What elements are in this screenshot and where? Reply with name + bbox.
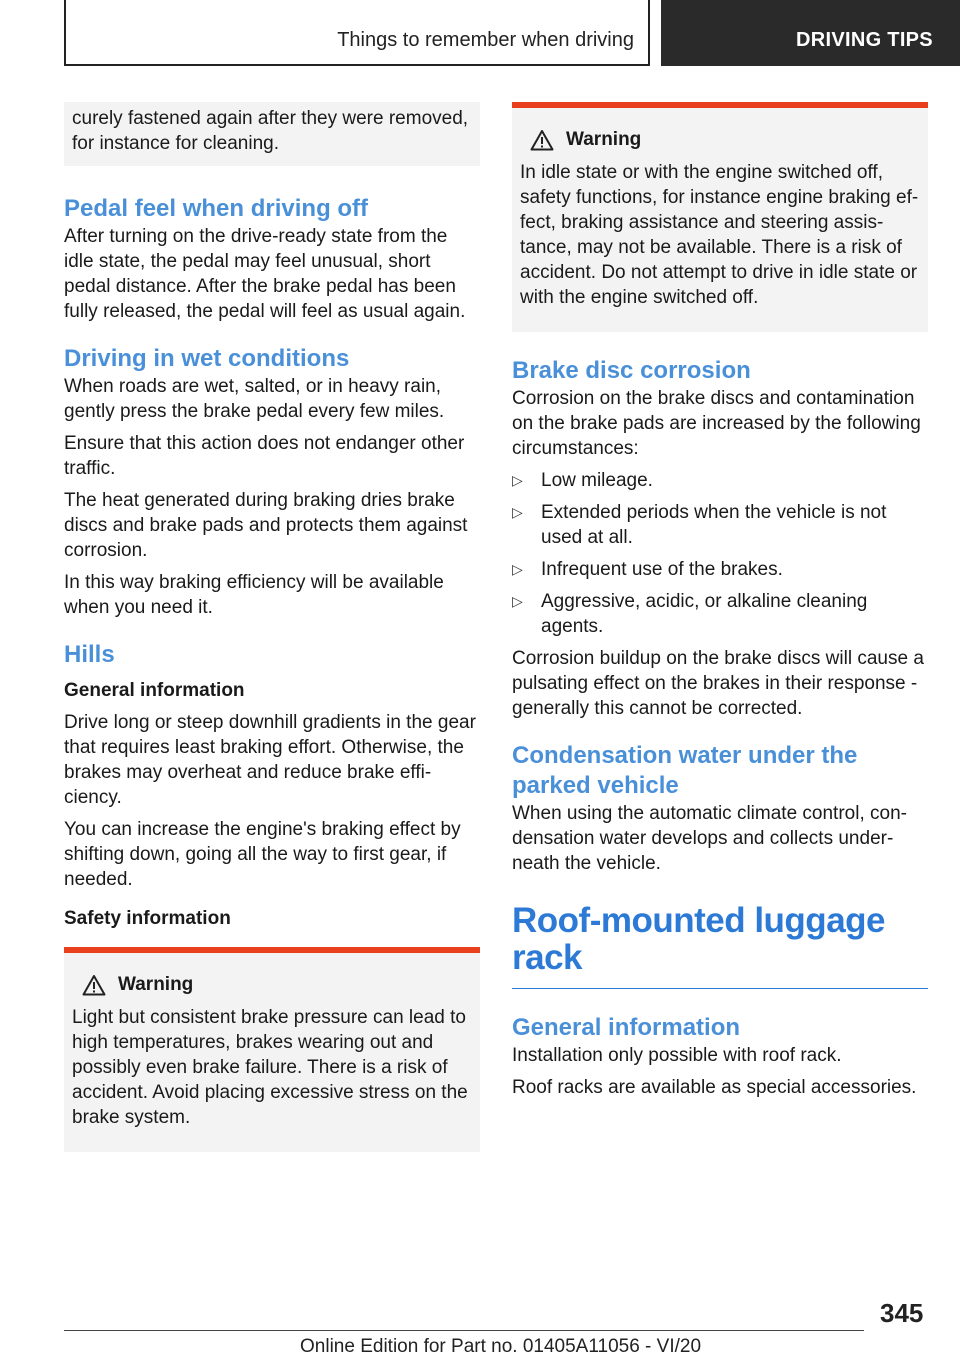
heading-hills: Hills	[64, 641, 115, 668]
list-item: ▷ Infrequent use of the brakes.	[512, 559, 783, 580]
chapter-tab[interactable]	[661, 0, 960, 66]
chapter-tab-label: DRIVING TIPS	[796, 29, 933, 51]
triangle-bullet-icon: ▷	[512, 504, 523, 520]
section-title: Things to remember when driving	[337, 29, 634, 51]
roof-text-1: Installation only possible with roof rack.	[512, 1045, 842, 1066]
list-item: ▷ Low mileage.	[512, 470, 653, 491]
subheading-safety-information: Safety information	[64, 908, 231, 929]
condensation-text: When using the automatic climate control, condensation water develops and collects underneath the vehicle.	[512, 803, 907, 874]
heading-general-information: General information	[512, 1014, 741, 1041]
pedal-feel-text: After turning on the drive-ready state from the idle state, the pedal may feel unusual, short pedal distance. After the brake pedal has been fully released, the pedal will feel as usual again.	[64, 226, 466, 322]
warning-box-brake-pressure	[64, 947, 480, 1152]
warning-triangle-icon	[82, 974, 106, 996]
list-item: ▷ Extended periods when the vehicle is not used at all.	[512, 502, 887, 548]
wet-text-1: When roads are wet, salted, or in heavy rain, gently press the brake pedal every few miles.	[64, 376, 445, 422]
roof-text-2: Roof racks are available as special accessories.	[512, 1077, 917, 1098]
list-item: ▷ Aggressive, acidic, or alkaline cleaning agents.	[512, 591, 868, 637]
corrosion-intro: Corrosion on the brake discs and contamination on the brake pads are increased by the following circumstances:	[512, 388, 921, 459]
warning-title-row	[72, 971, 472, 999]
header-border-right	[648, 0, 650, 66]
warning-box-idle-state	[512, 102, 928, 332]
wet-text-2: Ensure that this action does not endanger other traffic.	[64, 433, 465, 479]
edition-note: Online Edition for Part no. 01405A11056 - VI/20	[300, 1336, 702, 1357]
chapter-heading-rule	[512, 988, 928, 989]
subheading-general-information: General information	[64, 680, 245, 701]
continued-box	[64, 102, 480, 166]
warning-title: Warning	[566, 129, 642, 150]
right-column	[512, 102, 928, 1107]
warning-text: In idle state or with the engine switched off, safety functions, for instance engine braking effect, braking assistance and steering assistance, may not be available. There is a risk of accident. Do not attempt to drive in idle state or with the engine switched off.	[520, 162, 919, 308]
warning-triangle-icon	[530, 129, 554, 151]
wet-text-4: In this way braking efficiency will be available when you need it.	[64, 572, 444, 618]
triangle-bullet-icon: ▷	[512, 472, 523, 488]
heading-pedal-feel: Pedal feel when driving off	[64, 195, 369, 222]
heading-condensation-water: Condensation water under the parked vehicle	[512, 742, 858, 799]
continued-text: curely fastened again after they were removed, for instance for cleaning.	[72, 108, 469, 154]
triangle-bullet-icon: ▷	[512, 593, 523, 609]
footer-rule	[64, 1330, 864, 1331]
header-rule	[64, 64, 650, 66]
header-border-left	[64, 0, 66, 66]
wet-text-3: The heat generated during braking dries brake discs and brake pads and protects them against corrosion.	[64, 490, 468, 561]
hills-text-1: Drive long or steep downhill gradients in the gear that requires least braking effort. Otherwise, the brakes may overheat and reduce brake efficiency.	[64, 712, 476, 808]
page-number: 345	[880, 1298, 924, 1328]
corrosion-list	[512, 468, 928, 639]
warning-title: Warning	[118, 974, 194, 995]
heading-wet-conditions: Driving in wet conditions	[64, 345, 350, 372]
warning-title-row	[520, 126, 920, 154]
heading-brake-disc-corrosion: Brake disc corrosion	[512, 357, 751, 384]
corrosion-outro: Corrosion buildup on the brake discs will cause a pulsating effect on the brakes in their response - generally this cannot be corrected.	[512, 648, 924, 719]
left-column	[64, 102, 480, 1152]
triangle-bullet-icon: ▷	[512, 561, 523, 577]
hills-text-2: You can increase the engine's braking effect by shifting down, going all the way to first gear, if needed.	[64, 819, 461, 890]
heading-roof-luggage-rack: Roof-mounted luggage rack	[512, 901, 886, 977]
warning-text: Light but consistent brake pressure can lead to high temperatures, brakes wearing out and possibly even brake failure. There is a risk of accident. Avoid placing excessive stress on the brake system.	[72, 1007, 468, 1128]
